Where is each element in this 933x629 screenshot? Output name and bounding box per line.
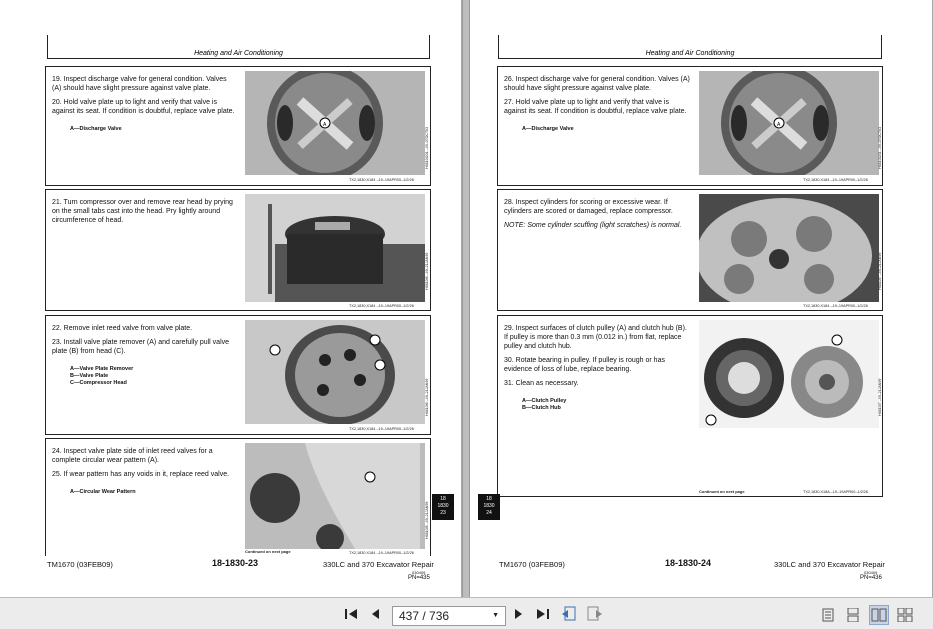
legend-item: B—Valve Plate bbox=[70, 373, 109, 379]
section-box bbox=[497, 66, 883, 186]
section-box bbox=[45, 315, 431, 435]
doc-number: TM1670 (03FEB09) bbox=[47, 560, 113, 569]
viewer-toolbar bbox=[0, 597, 933, 629]
discharge-valve-photo bbox=[245, 71, 425, 175]
prev-page-icon[interactable] bbox=[367, 606, 383, 622]
section-box bbox=[45, 189, 431, 311]
step-text: 21. Turn compressor over and remove rear head by prying on the small tabs cast into the head. Pry lightly around circumference of head. bbox=[52, 199, 233, 224]
prev-view-icon[interactable] bbox=[561, 606, 577, 622]
page-indicator: 437 / 736 bbox=[399, 609, 450, 623]
section-tab: 18 1830 23 bbox=[432, 494, 454, 520]
step-text: 30. Rotate bearing in pulley. If pulley is rough or has evidence of loss of lube, replace bearing. bbox=[504, 357, 665, 373]
step-text: 27. Hold valve plate up to light and verify that valve is against its seat. If condition is doubtful, replace valve plate. bbox=[504, 99, 687, 115]
figure-caption: TX2,1830,X184 –19–19APR00–1/2/26 bbox=[349, 178, 414, 182]
step-text: 29. Inspect surfaces of clutch pulley (A) and clutch hub (B). If pulley is more than 0.3 mm (0.012 in.) from flat, replace pulley and clutch hub. bbox=[504, 325, 687, 350]
valve-plate-photo bbox=[245, 320, 425, 424]
figure-code: H6810I201 –49–07OCT03 bbox=[878, 126, 882, 169]
pn-number: PN=435 bbox=[408, 575, 430, 581]
last-page-icon[interactable] bbox=[535, 606, 551, 622]
section-tab: 18 1830 24 bbox=[478, 494, 500, 520]
continued-note: Continued on next page bbox=[699, 489, 745, 494]
next-page-icon[interactable] bbox=[511, 606, 527, 622]
chevron-down-icon: ▼ bbox=[492, 612, 499, 619]
figure-caption: TX2,1830,X184 –19–19APR00–1/2/26 bbox=[349, 427, 414, 431]
step-text: 26. Inspect discharge valve for general condition. Valves (A) should have slight pressure against valve plate. bbox=[504, 76, 690, 92]
next-view-icon[interactable] bbox=[587, 606, 603, 622]
continued-note: Continued on next page bbox=[245, 549, 291, 554]
svg-text:A: A bbox=[323, 122, 327, 128]
page-divider bbox=[462, 0, 470, 597]
note-text: NOTE: Some cylinder scuffing (light scratches) is normal. bbox=[504, 222, 682, 229]
page-header: Heating and Air Conditioning bbox=[47, 35, 430, 59]
page-number: 18-1830-24 bbox=[665, 558, 712, 568]
step-text: 28. Inspect cylinders for scoring or excessive wear. If cylinders are scored or damaged, replace compressor. bbox=[504, 199, 673, 215]
footer-date: 030409 bbox=[412, 570, 426, 575]
page-selector[interactable] bbox=[392, 606, 506, 626]
two-page-icon[interactable] bbox=[869, 605, 889, 625]
manual-title: 330LC and 370 Excavator Repair bbox=[323, 560, 434, 569]
continuous-icon[interactable] bbox=[843, 605, 863, 625]
legend-item: B—Clutch Hub bbox=[522, 405, 561, 411]
step-text: 20. Hold valve plate up to light and verify that valve is against its seat. If condition is doubtful, replace valve plate. bbox=[52, 99, 235, 115]
page-header: Heating and Air Conditioning bbox=[498, 35, 882, 59]
step-text: 23. Install valve plate remover (A) and carefully pull valve plate (B) from head (C). bbox=[52, 339, 230, 355]
legend-item: C—Compressor Head bbox=[70, 380, 127, 386]
footer-date: 030409 bbox=[864, 570, 878, 575]
pn-number: PN=436 bbox=[860, 575, 882, 581]
figure-code: H6810I6 –49–21JAN99 bbox=[425, 252, 429, 290]
figure-legend: A—Circular Wear Pattern bbox=[70, 489, 136, 495]
figure-legend: A—Discharge Valve bbox=[70, 126, 122, 132]
step-text: 22. Remove inlet reed valve from valve plate. bbox=[52, 325, 193, 332]
figure-code: H6810I201 –49–07OCT03 bbox=[425, 126, 429, 169]
two-page-continuous-icon[interactable] bbox=[895, 605, 915, 625]
section-box bbox=[45, 66, 431, 186]
figure-code: H6810I7 –49–21JAN99 bbox=[878, 252, 882, 290]
step-text: 19. Inspect discharge valve for general condition. Valves (A) should have slight pressure against valve plate. bbox=[52, 76, 227, 92]
left-page bbox=[0, 0, 462, 597]
first-page-icon[interactable] bbox=[343, 606, 359, 622]
step-text: 24. Inspect valve plate side of inlet reed valves for a complete circular wear pattern (A). bbox=[52, 448, 213, 464]
figure-caption: TX2,1830,X184 –19–19APR00–1/2/26 bbox=[349, 551, 414, 555]
figure-legend: A—Discharge Valve bbox=[522, 126, 574, 132]
figure-caption: TX2,1830,X184 –19–19APR00–1/2/26 bbox=[803, 178, 868, 182]
figure-code: H6810I7 –49–21JAN99 bbox=[878, 378, 882, 416]
single-page-icon[interactable] bbox=[818, 605, 838, 625]
figure-code: H6810I6 –49–21JAN99 bbox=[425, 378, 429, 416]
section-box bbox=[497, 189, 883, 311]
legend-item: A—Valve Plate Remover bbox=[70, 366, 134, 372]
discharge-valve-photo bbox=[699, 71, 879, 175]
figure-caption: TX2,1830,X184 –19–19APR00–1/2/26 bbox=[349, 304, 414, 308]
manual-title: 330LC and 370 Excavator Repair bbox=[774, 560, 885, 569]
wear-pattern-photo bbox=[245, 443, 425, 549]
step-text: 31. Clean as necessary. bbox=[504, 380, 579, 387]
doc-number: TM1670 (03FEB09) bbox=[499, 560, 565, 569]
cylinders-photo bbox=[699, 194, 879, 302]
rear-head-photo bbox=[245, 194, 425, 302]
legend-item: A—Clutch Pulley bbox=[522, 398, 567, 404]
figure-caption: TX2,1830,X18A –19–19APR00–1/2/26 bbox=[803, 490, 869, 494]
clutch-photo bbox=[699, 320, 879, 428]
step-text: 25. If wear pattern has any voids in it, replace reed valve. bbox=[52, 471, 230, 478]
section-box bbox=[45, 438, 431, 556]
figure-code: H6810I5 –49–21JAN99 bbox=[425, 501, 429, 539]
right-page bbox=[470, 0, 933, 597]
page-number: 18-1830-23 bbox=[212, 558, 259, 568]
section-box bbox=[497, 315, 883, 497]
figure-caption: TX2,1830,X184 –19–19APR00–1/2/26 bbox=[803, 304, 868, 308]
svg-text:A: A bbox=[777, 122, 781, 128]
